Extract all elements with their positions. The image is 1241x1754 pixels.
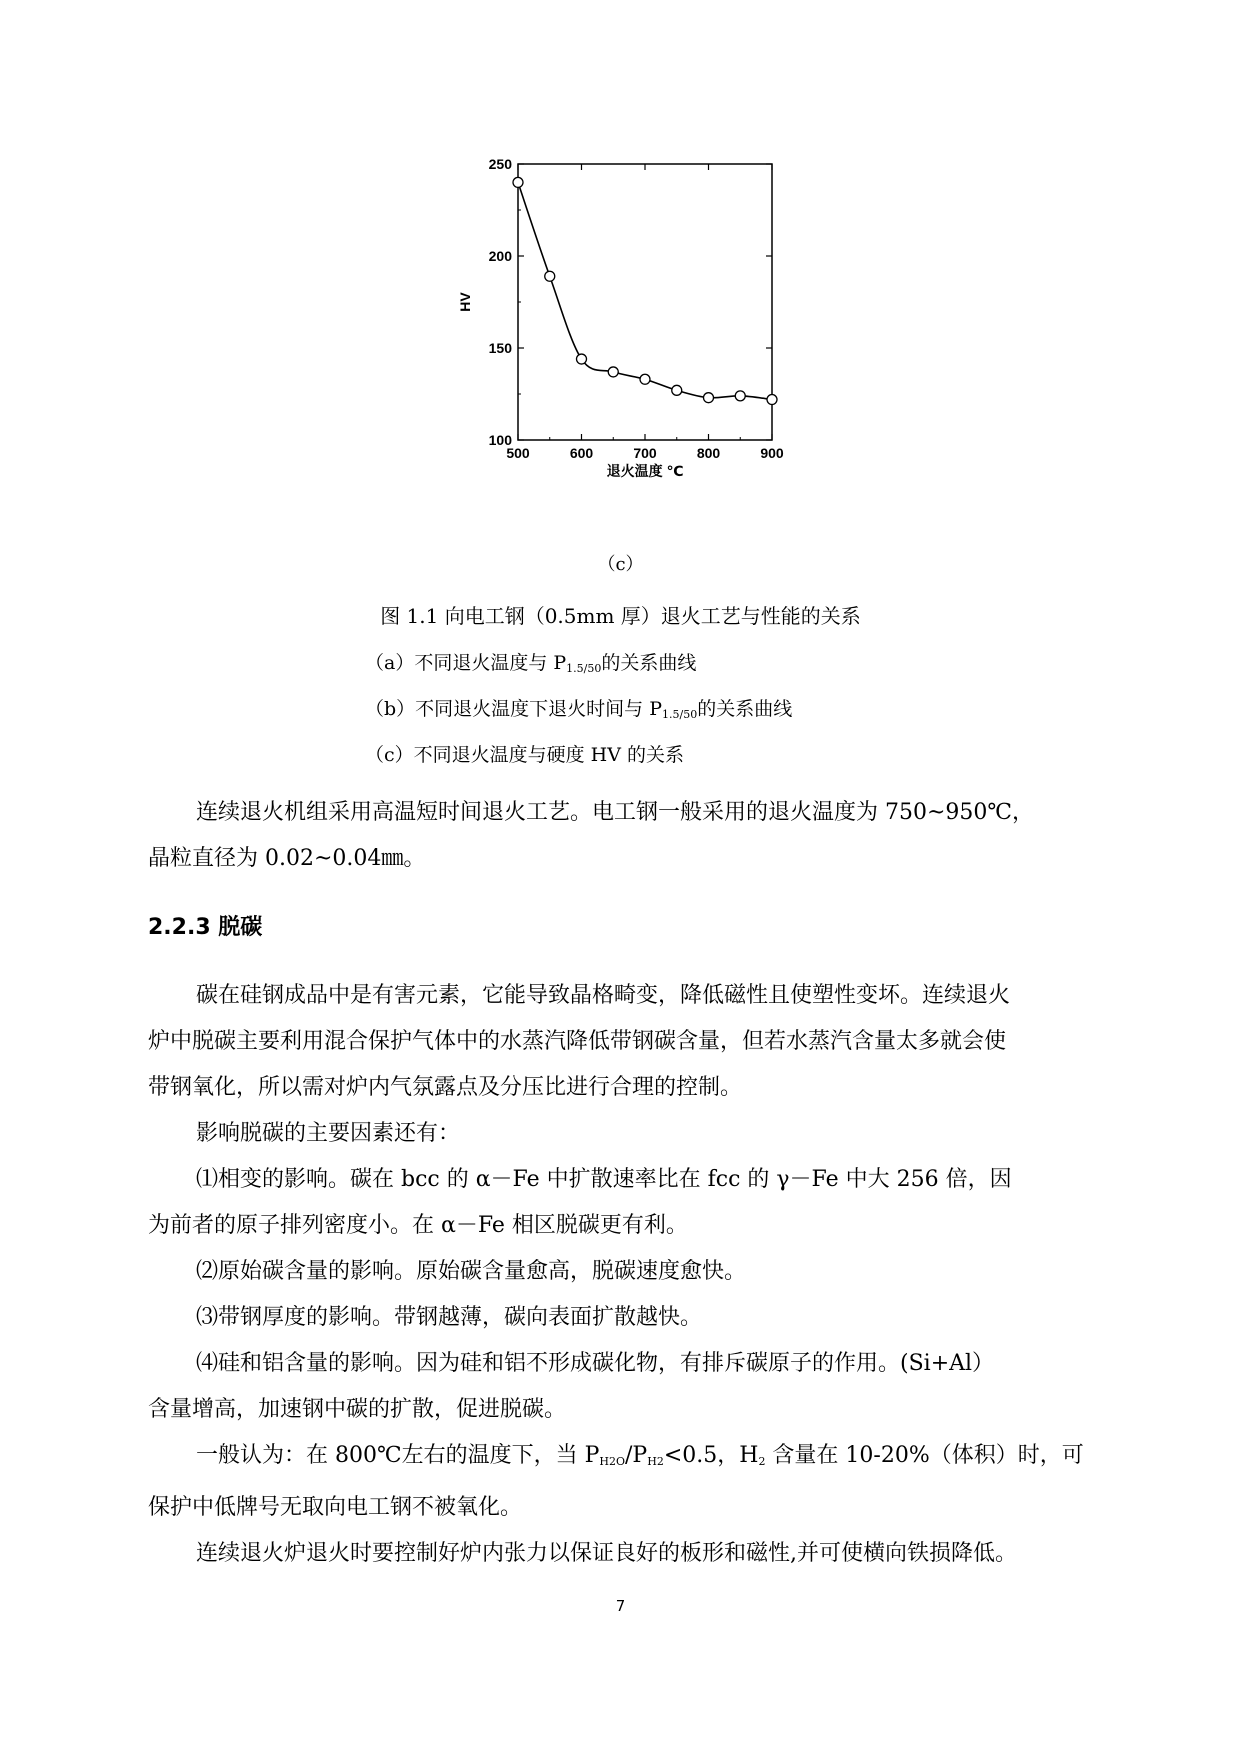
caption-item-b — [365, 694, 792, 721]
data-point — [672, 385, 682, 395]
x-tick-label: 500 — [506, 445, 530, 461]
caption-item-c: （c）不同退火温度与硬度 HV 的关系 — [365, 744, 685, 766]
section-heading: 2.2.3 脱碳 — [148, 915, 263, 940]
intro-line: 晶粒直径为 0.02~0.04㎜。 — [148, 846, 426, 871]
data-point — [704, 393, 714, 403]
chart-svg — [440, 150, 820, 530]
body-line: ⑷硅和铝含量的影响。因为硅和铝不形成碳化物，有排斥碳原子的作用。(Si+Al） — [196, 1351, 995, 1376]
y-tick-label: 150 — [488, 340, 512, 356]
intro-line: 连续退火机组采用高温短时间退火工艺。电工钢一般采用的退火温度为 750~950℃， — [196, 800, 1035, 825]
body-line: 带钢氧化，所以需对炉内气氛露点及分压比进行合理的控制。 — [148, 1075, 743, 1100]
body-line: 连续退火炉退火时要控制好炉内张力以保证良好的板形和磁性,并可使横向铁损降低。 — [196, 1541, 1017, 1566]
p7-text: 一般认为：在 800℃左右的温度下，当 P — [196, 1443, 600, 1468]
page-number: 7 — [615, 1597, 626, 1615]
x-tick-label: 900 — [760, 445, 784, 461]
data-point — [608, 367, 618, 377]
body-line: 碳在硅钢成品中是有害元素，它能导致晶格畸变，降低磁性且使塑性变坏。连续退火 — [196, 983, 1011, 1008]
body-text — [148, 973, 1110, 1577]
y-axis-label: HV — [457, 292, 473, 312]
caption-a-tail: 的关系曲线 — [601, 652, 697, 674]
y-tick-label: 250 — [488, 156, 512, 172]
data-point — [513, 177, 523, 187]
body-line: 为前者的原子排列密度小。在 α－Fe 相区脱碳更有利。 — [148, 1213, 688, 1238]
caption-b-sub: 1.5/50 — [662, 708, 698, 721]
p7-sub: H2O — [599, 1455, 626, 1468]
data-point — [640, 374, 650, 384]
data-point — [545, 271, 555, 281]
data-point — [735, 391, 745, 401]
body-line — [148, 1433, 1110, 1485]
body-line: ⑶带钢厚度的影响。带钢越薄，碳向表面扩散越快。 — [196, 1305, 703, 1330]
intro-paragraph — [148, 790, 1110, 882]
x-axis-label: 退火温度 ℃ — [606, 463, 684, 479]
y-tick-label: 200 — [488, 248, 512, 264]
x-tick-label: 600 — [569, 445, 594, 461]
figure-sub-label: （c） — [597, 554, 644, 575]
hardness-chart — [440, 150, 820, 530]
p7-text: <0.5，H — [663, 1443, 759, 1468]
caption-b-tail: 的关系曲线 — [697, 698, 793, 720]
p7-sub: H2 — [647, 1455, 664, 1468]
y-tick-label: 100 — [488, 432, 512, 448]
caption-a-sub: 1.5/50 — [566, 662, 602, 675]
p7-text: 含量在 10-20%（体积）时，可 — [765, 1443, 1084, 1468]
caption-a-text: （a）不同退火温度与 P — [365, 652, 567, 674]
figure-caption: 图 1.1 向电工钢（0.5mm 厚）退火工艺与性能的关系 — [380, 604, 861, 628]
caption-item-a — [365, 648, 696, 675]
series-line — [518, 182, 772, 399]
caption-b-text: （b）不同退火温度下退火时间与 P — [365, 698, 662, 720]
p7-sub: 2 — [758, 1455, 766, 1468]
x-tick-label: 700 — [633, 445, 657, 461]
data-point — [577, 354, 587, 364]
data-point — [767, 395, 777, 405]
x-tick-label: 800 — [696, 445, 721, 461]
body-line: 保护中低牌号无取向电工钢不被氧化。 — [148, 1495, 523, 1520]
plot-frame — [518, 164, 772, 440]
body-line: 炉中脱碳主要利用混合保护气体中的水蒸汽降低带钢碳含量，但若水蒸汽含量太多就会使 — [148, 1029, 1007, 1054]
p7-text: /P — [625, 1443, 648, 1468]
body-line: 影响脱碳的主要因素还有： — [196, 1121, 461, 1146]
body-line: ⑵原始碳含量的影响。原始碳含量愈高，脱碳速度愈快。 — [196, 1259, 747, 1284]
body-line: ⑴相变的影响。碳在 bcc 的 α－Fe 中扩散速率比在 fcc 的 γ－Fe 中大 256 倍，因 — [196, 1167, 1012, 1192]
body-line: 含量增高，加速钢中碳的扩散，促进脱碳。 — [148, 1397, 567, 1422]
